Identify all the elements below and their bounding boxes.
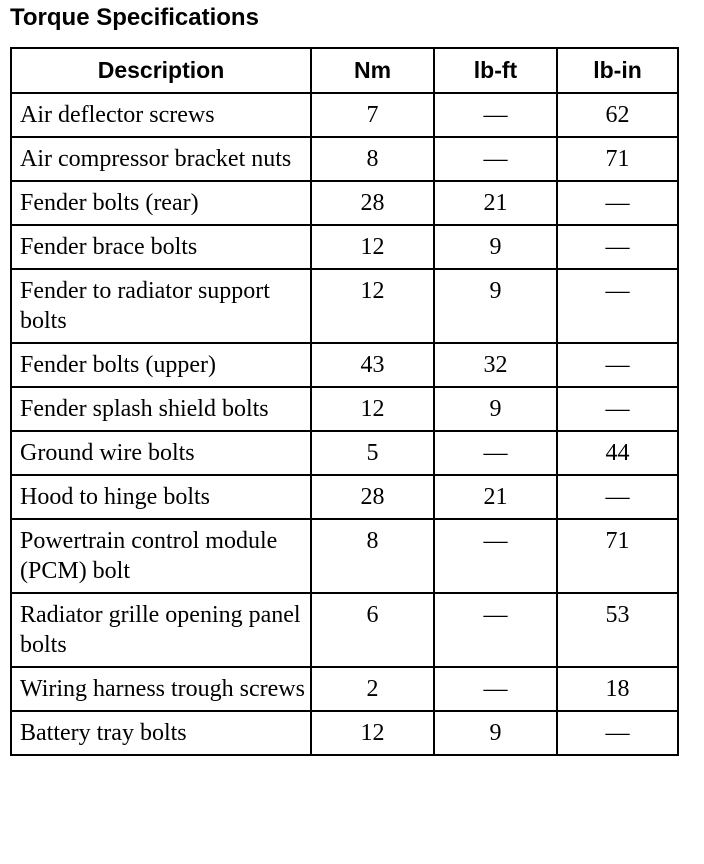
torque-spec-table [10,47,679,756]
cell-lb-in: 71 [557,519,678,593]
cell-lb-ft: 32 [434,343,557,387]
cell-nm: 5 [311,431,434,475]
table-row [11,519,678,593]
cell-lb-in: 44 [557,431,678,475]
cell-nm: 28 [311,181,434,225]
cell-nm: 12 [311,225,434,269]
cell-lb-ft: 9 [434,387,557,431]
cell-description: Radiator grille opening panel bolts [11,593,311,667]
cell-description: Fender brace bolts [11,225,311,269]
cell-description: Battery tray bolts [11,711,311,755]
cell-lb-in: — [557,343,678,387]
cell-nm: 8 [311,519,434,593]
table-row [11,711,678,755]
table-row [11,475,678,519]
cell-nm: 12 [311,711,434,755]
cell-nm: 12 [311,387,434,431]
cell-lb-ft: 21 [434,181,557,225]
cell-nm: 6 [311,593,434,667]
cell-lb-ft: 9 [434,269,557,343]
cell-description: Wiring harness trough screws [11,667,311,711]
cell-lb-in: 53 [557,593,678,667]
table-row [11,593,678,667]
cell-lb-in: 18 [557,667,678,711]
cell-nm: 7 [311,93,434,137]
cell-lb-ft: 9 [434,225,557,269]
cell-description: Powertrain control module (PCM) bolt [11,519,311,593]
cell-lb-in: 71 [557,137,678,181]
header-nm: Nm [311,48,434,93]
cell-description: Fender splash shield bolts [11,387,311,431]
cell-lb-in: — [557,475,678,519]
table-row [11,269,678,343]
table-row [11,225,678,269]
header-lb-ft: lb-ft [434,48,557,93]
cell-lb-in: — [557,711,678,755]
cell-lb-in: — [557,387,678,431]
cell-lb-ft: 21 [434,475,557,519]
cell-description: Air compressor bracket nuts [11,137,311,181]
cell-description: Ground wire bolts [11,431,311,475]
cell-description: Fender bolts (upper) [11,343,311,387]
cell-lb-ft: — [434,93,557,137]
table-row [11,93,678,137]
cell-nm: 12 [311,269,434,343]
cell-lb-ft: — [434,137,557,181]
cell-description: Hood to hinge bolts [11,475,311,519]
cell-description: Air deflector screws [11,93,311,137]
cell-lb-in: — [557,225,678,269]
table-row [11,387,678,431]
cell-lb-in: 62 [557,93,678,137]
cell-lb-ft: — [434,431,557,475]
header-description: Description [11,48,311,93]
page-title: Torque Specifications [10,4,259,31]
cell-nm: 43 [311,343,434,387]
cell-lb-ft: — [434,593,557,667]
cell-lb-in: — [557,181,678,225]
cell-lb-in: — [557,269,678,343]
table-row [11,667,678,711]
header-lb-in: lb-in [557,48,678,93]
cell-lb-ft: — [434,519,557,593]
header-row [11,48,678,93]
cell-description: Fender bolts (rear) [11,181,311,225]
table-row [11,343,678,387]
cell-lb-ft: 9 [434,711,557,755]
cell-nm: 2 [311,667,434,711]
cell-nm: 8 [311,137,434,181]
table-row [11,431,678,475]
cell-description: Fender to radiator support bolts [11,269,311,343]
cell-nm: 28 [311,475,434,519]
cell-lb-ft: — [434,667,557,711]
table-row [11,181,678,225]
table-row [11,137,678,181]
